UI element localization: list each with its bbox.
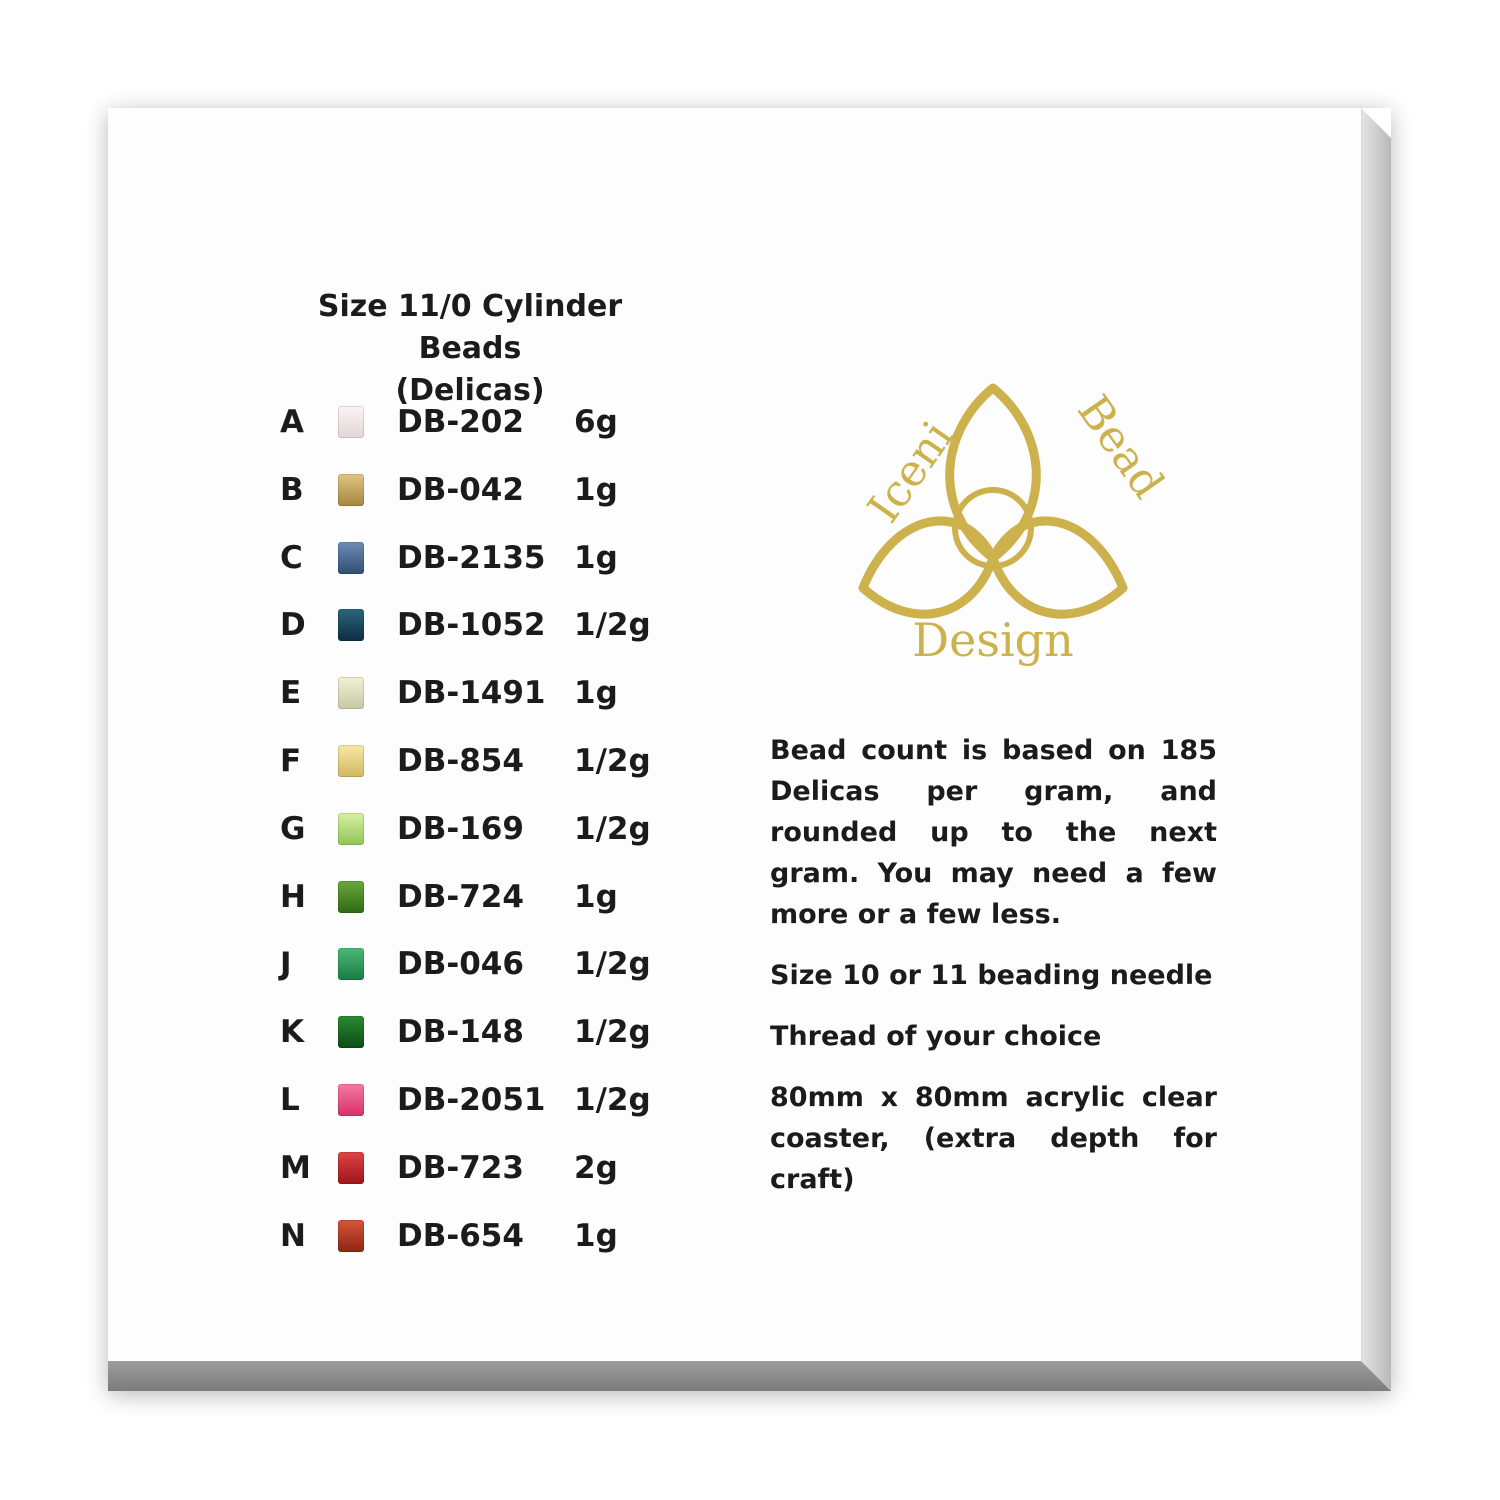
bead-row (108, 1002, 668, 1062)
bead-code: DB-169 (397, 810, 524, 847)
bead-letter: B (280, 471, 304, 508)
bead-row (108, 1138, 668, 1198)
bead-quantity: 1/2g (574, 946, 651, 983)
bead-color-swatch (338, 474, 364, 506)
bead-quantity: 6g (574, 404, 618, 440)
bead-color-swatch (338, 609, 364, 641)
bead-code: DB-148 (397, 1014, 524, 1051)
bead-quantity: 1g (574, 675, 618, 712)
bead-quantity: 1g (574, 471, 618, 508)
bead-letter: G (280, 810, 306, 847)
bead-color-swatch (338, 1220, 364, 1252)
bead-color-swatch (338, 881, 364, 913)
bead-letter: N (280, 1217, 306, 1254)
bead-code: DB-854 (397, 743, 524, 779)
bead-row (108, 595, 668, 655)
bead-quantity: 1/2g (574, 1082, 651, 1118)
bead-letter: K (280, 1014, 305, 1051)
bead-row (108, 1070, 668, 1130)
bead-code: DB-046 (397, 946, 524, 983)
bead-letter: H (280, 878, 306, 915)
bead-color-swatch (338, 1084, 364, 1116)
bead-letter: M (280, 1149, 311, 1186)
logo-word-iceni: Iceni (858, 412, 964, 532)
coaster-card (108, 108, 1391, 1391)
bead-code: DB-724 (397, 878, 524, 915)
bead-quantity: 1/2g (574, 607, 651, 644)
bead-row (108, 799, 668, 859)
bead-letter: L (280, 1082, 300, 1118)
bead-color-swatch (338, 1152, 364, 1184)
bead-color-swatch (338, 948, 364, 980)
note-coaster: 80mm x 80mm acrylic clear coaster, (extra depth for craft) (770, 1082, 1217, 1195)
bead-row (108, 867, 668, 927)
note-bead-count: Bead count is based on 185 Delicas per gram, and rounded up to the next gram. You may need a few more or a few less. (770, 735, 1217, 930)
note-thread: Thread of your choice (770, 1021, 1102, 1052)
bead-color-swatch (338, 1016, 364, 1048)
bead-row (108, 934, 668, 994)
bead-row (108, 392, 668, 452)
bead-quantity: 1g (574, 539, 618, 576)
bead-code: DB-2135 (397, 539, 546, 576)
bead-color-swatch (338, 745, 364, 777)
bead-code: DB-2051 (397, 1082, 546, 1118)
bead-color-swatch (338, 813, 364, 845)
bead-letter: A (280, 404, 304, 440)
bead-letter: F (280, 743, 302, 779)
note-needle: Size 10 or 11 beading needle (770, 960, 1213, 991)
bead-quantity: 1/2g (574, 1014, 651, 1051)
bead-letter: E (280, 675, 302, 712)
title-line-2: (Delicas) (395, 373, 545, 408)
bead-code: DB-042 (397, 471, 524, 508)
bead-row (108, 731, 668, 791)
supply-notes (770, 730, 1217, 1220)
bead-letter: D (280, 607, 306, 644)
iceni-bead-design-logo (833, 368, 1174, 668)
bead-quantity: 1g (574, 1217, 618, 1254)
bead-code: DB-723 (397, 1149, 524, 1186)
bead-color-swatch (338, 677, 364, 709)
bead-code: DB-202 (397, 404, 524, 440)
bead-letter: J (280, 946, 292, 983)
bead-row (108, 663, 668, 723)
card-face (108, 108, 1361, 1361)
logo-word-bead: Bead (1067, 386, 1174, 508)
logo-word-design: Design (912, 613, 1074, 667)
bead-quantity: 1g (574, 878, 618, 915)
title-line-1: Size 11/0 Cylinder Beads (317, 289, 623, 366)
bead-letter: C (280, 539, 303, 576)
bead-code: DB-1052 (397, 607, 546, 644)
bead-row (108, 460, 668, 520)
bead-color-swatch (338, 406, 364, 438)
bead-row (108, 1206, 668, 1266)
bead-row (108, 528, 668, 588)
bead-quantity: 2g (574, 1149, 618, 1186)
bead-code: DB-1491 (397, 675, 546, 712)
bead-code: DB-654 (397, 1217, 524, 1254)
bead-quantity: 1/2g (574, 743, 651, 779)
bead-quantity: 1/2g (574, 810, 651, 847)
bead-color-swatch (338, 542, 364, 574)
